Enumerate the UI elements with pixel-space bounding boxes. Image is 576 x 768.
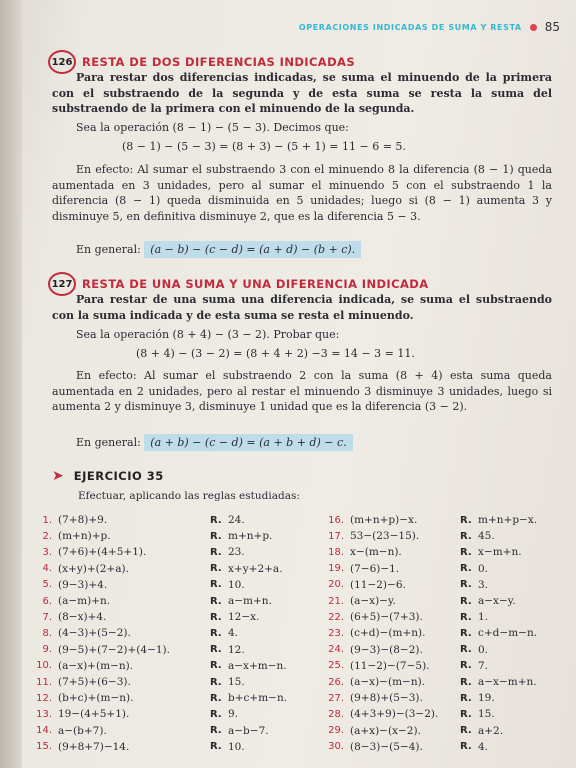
exercise-item-expression: (8−3)−(5−4). bbox=[350, 740, 423, 753]
answer-label: R. bbox=[460, 725, 472, 737]
exercise-item-answer: a+2. bbox=[478, 724, 504, 737]
exercise-item-number: 2. bbox=[42, 530, 52, 542]
general-label: En general: bbox=[76, 243, 141, 256]
exercise-item-answer: 45. bbox=[478, 530, 495, 543]
exercise-item-number: 7. bbox=[42, 611, 52, 623]
exercise-item bbox=[322, 593, 516, 609]
exercise-item-expression: (9−3)−(8−2). bbox=[350, 643, 423, 656]
exercise-item-number: 17. bbox=[328, 530, 344, 542]
answer-label: R. bbox=[210, 563, 222, 575]
exercise-item-answer: 15. bbox=[228, 676, 245, 688]
exercise-item bbox=[30, 739, 245, 755]
exercise-item-expression: (4+3+9)−(3−2). bbox=[350, 708, 439, 721]
exercise-item bbox=[30, 593, 272, 609]
exercise-item bbox=[322, 544, 522, 560]
answer-label: R. bbox=[210, 546, 222, 558]
exercise-item-expression: (6+5)−(7+3). bbox=[350, 611, 423, 624]
exercise-item-answer: a−x−m+n. bbox=[478, 676, 537, 688]
exercise-item-number: 4. bbox=[42, 563, 52, 575]
exercise-item-expression: (7+6)+(4+5+1). bbox=[58, 546, 147, 559]
section-127-example-equation: (8 + 4) − (3 − 2) = (8 + 4 + 2) −3 = 14 − 3 = 11. bbox=[136, 347, 415, 360]
section-126-explanation: En efecto: Al sumar el substraendo 3 con el minuendo 8 la diferencia (8 − 1) queda aumentada en 3 unidades, pero al sumar el minuendo 5 con el substraendo 1 la diferencia (8 − 1) queda disminuida en 5 unidades; luego si (8 − 1) aumenta 3 y disminuye 5, en definitiva disminuye 2, que es la diferencia 5 − 3. bbox=[52, 163, 552, 223]
exercise-item-answer: 24. bbox=[228, 514, 245, 526]
exercise-item-number: 22. bbox=[328, 611, 344, 623]
answer-label: R. bbox=[460, 692, 472, 704]
answer-label: R. bbox=[210, 627, 222, 639]
exercise-item bbox=[30, 609, 259, 625]
answer-label: R. bbox=[460, 530, 472, 542]
exercise-item-answer: 3. bbox=[478, 578, 489, 591]
exercise-item-number: 27. bbox=[328, 692, 344, 704]
answer-label: R. bbox=[460, 546, 472, 558]
exercise-item-answer: 10. bbox=[228, 740, 245, 753]
exercise-item-number: 21. bbox=[328, 595, 344, 607]
answer-label: R. bbox=[210, 660, 222, 672]
exercise-item-answer: 19. bbox=[478, 692, 495, 705]
exercise-item bbox=[322, 706, 495, 722]
answer-label: R. bbox=[210, 595, 222, 607]
answer-label: R. bbox=[460, 595, 472, 607]
answer-label: R. bbox=[210, 676, 222, 688]
section-127-explanation: En efecto: Al sumar el substraendo 2 con la suma (8 + 4) esta suma queda aumentada en 2 unidades, pero al restar el minuendo 3 disminuye 3 unidades, luego si aumenta 2 y disminuye 3, disminuye 1 unidad que es la diferencia (3 − 2). bbox=[52, 369, 552, 413]
exercise-item bbox=[30, 658, 287, 674]
exercise-item-expression: (a+x)−(x−2). bbox=[350, 724, 421, 737]
answer-label: R. bbox=[460, 611, 472, 623]
exercise-item bbox=[322, 674, 537, 690]
answer-label: R. bbox=[460, 676, 472, 688]
exercise-item-answer: b+c+m−n. bbox=[228, 692, 288, 705]
exercise-item-expression: (9+8+7)−14. bbox=[58, 740, 130, 753]
answer-label: R. bbox=[210, 514, 222, 526]
exercise-item bbox=[322, 577, 488, 593]
exercise-item bbox=[322, 512, 537, 528]
exercise-item-number: 25. bbox=[328, 660, 344, 672]
section-126-example-equation: (8 − 1) − (5 − 3) = (8 + 3) − (5 + 1) = 11 − 6 = 5. bbox=[122, 140, 406, 153]
exercise-item-number: 14. bbox=[36, 725, 52, 737]
exercise-item-expression: x−(m−n). bbox=[350, 546, 402, 559]
exercise-item bbox=[30, 706, 238, 722]
exercise-title: EJERCICIO 35 bbox=[73, 469, 164, 483]
exercise-item bbox=[30, 512, 245, 528]
exercise-item-expression: (9−5)+(7−2)+(4−1). bbox=[58, 643, 170, 656]
exercise-item bbox=[322, 609, 488, 625]
exercise-item-number: 5. bbox=[42, 579, 52, 591]
exercise-item-expression: (7−6)−1. bbox=[350, 562, 400, 575]
section-126-general bbox=[76, 243, 361, 256]
exercise-item bbox=[30, 561, 283, 577]
exercise-item bbox=[322, 561, 488, 577]
exercise-item-expression: (b+c)+(m−n). bbox=[58, 692, 134, 705]
exercise-item-answer: 4. bbox=[478, 740, 489, 753]
general-formula-126: (a − b) − (c − d) = (a + d) − (b + c). bbox=[144, 241, 361, 258]
exercise-item-expression: (a−x)−y. bbox=[350, 595, 396, 607]
exercise-item bbox=[30, 723, 269, 739]
exercise-item-answer: x+y+2+a. bbox=[228, 562, 283, 575]
exercise-item-expression: 19−(4+5+1). bbox=[58, 708, 130, 721]
exercise-heading bbox=[52, 468, 164, 484]
exercise-item-number: 3. bbox=[42, 546, 52, 558]
general-label: En general: bbox=[76, 436, 141, 449]
exercise-item-answer: 1. bbox=[478, 611, 489, 624]
exercise-item-answer: a−x+m−n. bbox=[228, 659, 287, 672]
exercise-item bbox=[30, 577, 245, 593]
exercise-item-answer: 0. bbox=[478, 562, 489, 575]
exercise-instruction: Efectuar, aplicando las reglas estudiadas: bbox=[78, 490, 300, 502]
answer-label: R. bbox=[460, 644, 472, 656]
exercise-item-number: 11. bbox=[36, 676, 52, 688]
exercise-item-answer: 10. bbox=[228, 578, 245, 591]
exercise-item-answer: m+n+p. bbox=[228, 530, 273, 543]
exercise-item-expression: (9−3)+4. bbox=[58, 578, 108, 591]
exercise-item-number: 16. bbox=[328, 514, 344, 526]
exercise-item-expression: (4−3)+(5−2). bbox=[58, 627, 131, 640]
answer-label: R. bbox=[210, 708, 222, 720]
answer-label: R. bbox=[210, 579, 222, 591]
exercise-item bbox=[30, 544, 245, 560]
page-gutter bbox=[0, 0, 22, 768]
exercise-item-answer: c+d−m−n. bbox=[478, 627, 538, 640]
exercise-item-expression: (m+n+p)−x. bbox=[350, 514, 418, 526]
exercise-item-expression: (11−2)−6. bbox=[350, 578, 406, 591]
general-formula-127: (a + b) − (c − d) = (a + b + d) − c. bbox=[144, 434, 352, 451]
exercise-item-answer: 12−x. bbox=[228, 611, 260, 624]
exercise-item-answer: 23. bbox=[228, 546, 245, 559]
section-127-general bbox=[76, 436, 353, 449]
exercise-item-number: 10. bbox=[36, 660, 52, 672]
answer-label: R. bbox=[460, 627, 472, 639]
exercise-item-expression: (a−x)−(m−n). bbox=[350, 676, 426, 688]
exercise-item bbox=[322, 723, 503, 739]
exercise-item-expression: (a−m)+n. bbox=[58, 595, 111, 607]
exercise-item-expression: (a−x)+(m−n). bbox=[58, 659, 134, 672]
section-127-title: RESTA DE UNA SUMA Y UNA DIFERENCIA INDICADA bbox=[82, 277, 429, 291]
exercise-item-expression: (m+n)+p. bbox=[58, 530, 111, 543]
running-header-title: OPERACIONES INDICADAS DE SUMA Y RESTA bbox=[298, 22, 522, 32]
section-number-126: 126 bbox=[48, 50, 76, 74]
exercise-item-number: 9. bbox=[42, 644, 52, 656]
exercise-item-expression: 53−(23−15). bbox=[350, 530, 420, 543]
exercise-item bbox=[322, 528, 495, 544]
exercise-item-number: 18. bbox=[328, 546, 344, 558]
answer-label: R. bbox=[210, 611, 222, 623]
exercise-item-answer: 12. bbox=[228, 643, 245, 656]
exercise-item-number: 20. bbox=[328, 579, 344, 591]
exercise-item-answer: a−b−7. bbox=[228, 724, 269, 737]
exercise-item-number: 8. bbox=[42, 627, 52, 639]
answer-label: R. bbox=[460, 708, 472, 720]
section-126-title: RESTA DE DOS DIFERENCIAS INDICADAS bbox=[82, 55, 356, 69]
exercise-item bbox=[322, 739, 488, 755]
arrow-icon: ➤ bbox=[52, 468, 64, 484]
exercise-item bbox=[30, 690, 287, 706]
running-header bbox=[220, 20, 560, 34]
exercise-item-expression: a−(b+7). bbox=[58, 724, 107, 737]
exercise-item bbox=[322, 658, 488, 674]
exercise-item-number: 13. bbox=[36, 708, 52, 720]
exercise-item-answer: a−m+n. bbox=[228, 595, 272, 607]
exercise-item bbox=[322, 642, 488, 658]
exercise-item bbox=[30, 674, 245, 690]
answer-label: R. bbox=[460, 660, 472, 672]
exercise-item-expression: (c+d)−(m+n). bbox=[350, 627, 426, 640]
red-dot-icon bbox=[530, 24, 537, 31]
exercise-item-number: 15. bbox=[36, 741, 52, 753]
exercise-item-expression: (9+8)+(5−3). bbox=[350, 692, 423, 705]
exercise-item-answer: m+n+p−x. bbox=[478, 514, 538, 526]
exercise-item-answer: 9. bbox=[228, 708, 239, 721]
exercise-item-number: 12. bbox=[36, 692, 52, 704]
section-126-example-intro: Sea la operación (8 − 1) − (5 − 3). Decimos que: bbox=[76, 121, 349, 134]
exercise-item-expression: (x+y)+(2+a). bbox=[58, 562, 129, 575]
exercise-item-answer: 0. bbox=[478, 643, 489, 656]
exercise-item-number: 23. bbox=[328, 627, 344, 639]
answer-label: R. bbox=[460, 741, 472, 753]
answer-label: R. bbox=[460, 563, 472, 575]
section-number-127: 127 bbox=[48, 272, 76, 296]
page-number: 85 bbox=[544, 20, 560, 34]
exercise-item-number: 1. bbox=[42, 514, 52, 526]
exercise-item bbox=[322, 690, 495, 706]
answer-label: R. bbox=[460, 579, 472, 591]
section-126-rule: Para restar dos diferencias indicadas, se suma el minuendo de la primera con el substraendo de la segunda y de esta suma se resta la suma del substraendo de la primera con el minuendo de la segunda. bbox=[52, 71, 552, 115]
exercise-item-expression: (7+8)+9. bbox=[58, 514, 108, 526]
exercise-item-number: 24. bbox=[328, 644, 344, 656]
exercise-item-expression: (7+5)+(6−3). bbox=[58, 676, 131, 688]
exercise-item-number: 28. bbox=[328, 708, 344, 720]
exercise-item-answer: 7. bbox=[478, 659, 489, 672]
exercise-item-answer: 15. bbox=[478, 708, 495, 721]
exercise-item bbox=[30, 528, 272, 544]
exercise-item bbox=[30, 642, 245, 658]
exercise-item-answer: 4. bbox=[228, 627, 239, 640]
exercise-item-number: 19. bbox=[328, 563, 344, 575]
answer-label: R. bbox=[210, 741, 222, 753]
exercise-item-number: 6. bbox=[42, 595, 52, 607]
answer-label: R. bbox=[460, 514, 472, 526]
answer-label: R. bbox=[210, 692, 222, 704]
exercise-item bbox=[30, 625, 238, 641]
section-127-example-intro: Sea la operación (8 + 4) − (3 − 2). Probar que: bbox=[76, 328, 340, 341]
answer-label: R. bbox=[210, 644, 222, 656]
section-127-rule: Para restar de una suma una diferencia indicada, se suma el substraendo con la suma indicada y de esta suma se resta el minuendo. bbox=[52, 293, 552, 322]
answer-label: R. bbox=[210, 725, 222, 737]
exercise-item-number: 26. bbox=[328, 676, 344, 688]
exercise-item-number: 29. bbox=[328, 725, 344, 737]
exercise-item-expression: (8−x)+4. bbox=[58, 611, 107, 624]
exercise-item bbox=[322, 625, 537, 641]
exercise-item-answer: a−x−y. bbox=[478, 595, 516, 607]
exercise-item-number: 30. bbox=[328, 741, 344, 753]
exercise-item-expression: (11−2)−(7−5). bbox=[350, 659, 430, 672]
exercise-item-answer: x−m+n. bbox=[478, 546, 522, 559]
answer-label: R. bbox=[210, 530, 222, 542]
